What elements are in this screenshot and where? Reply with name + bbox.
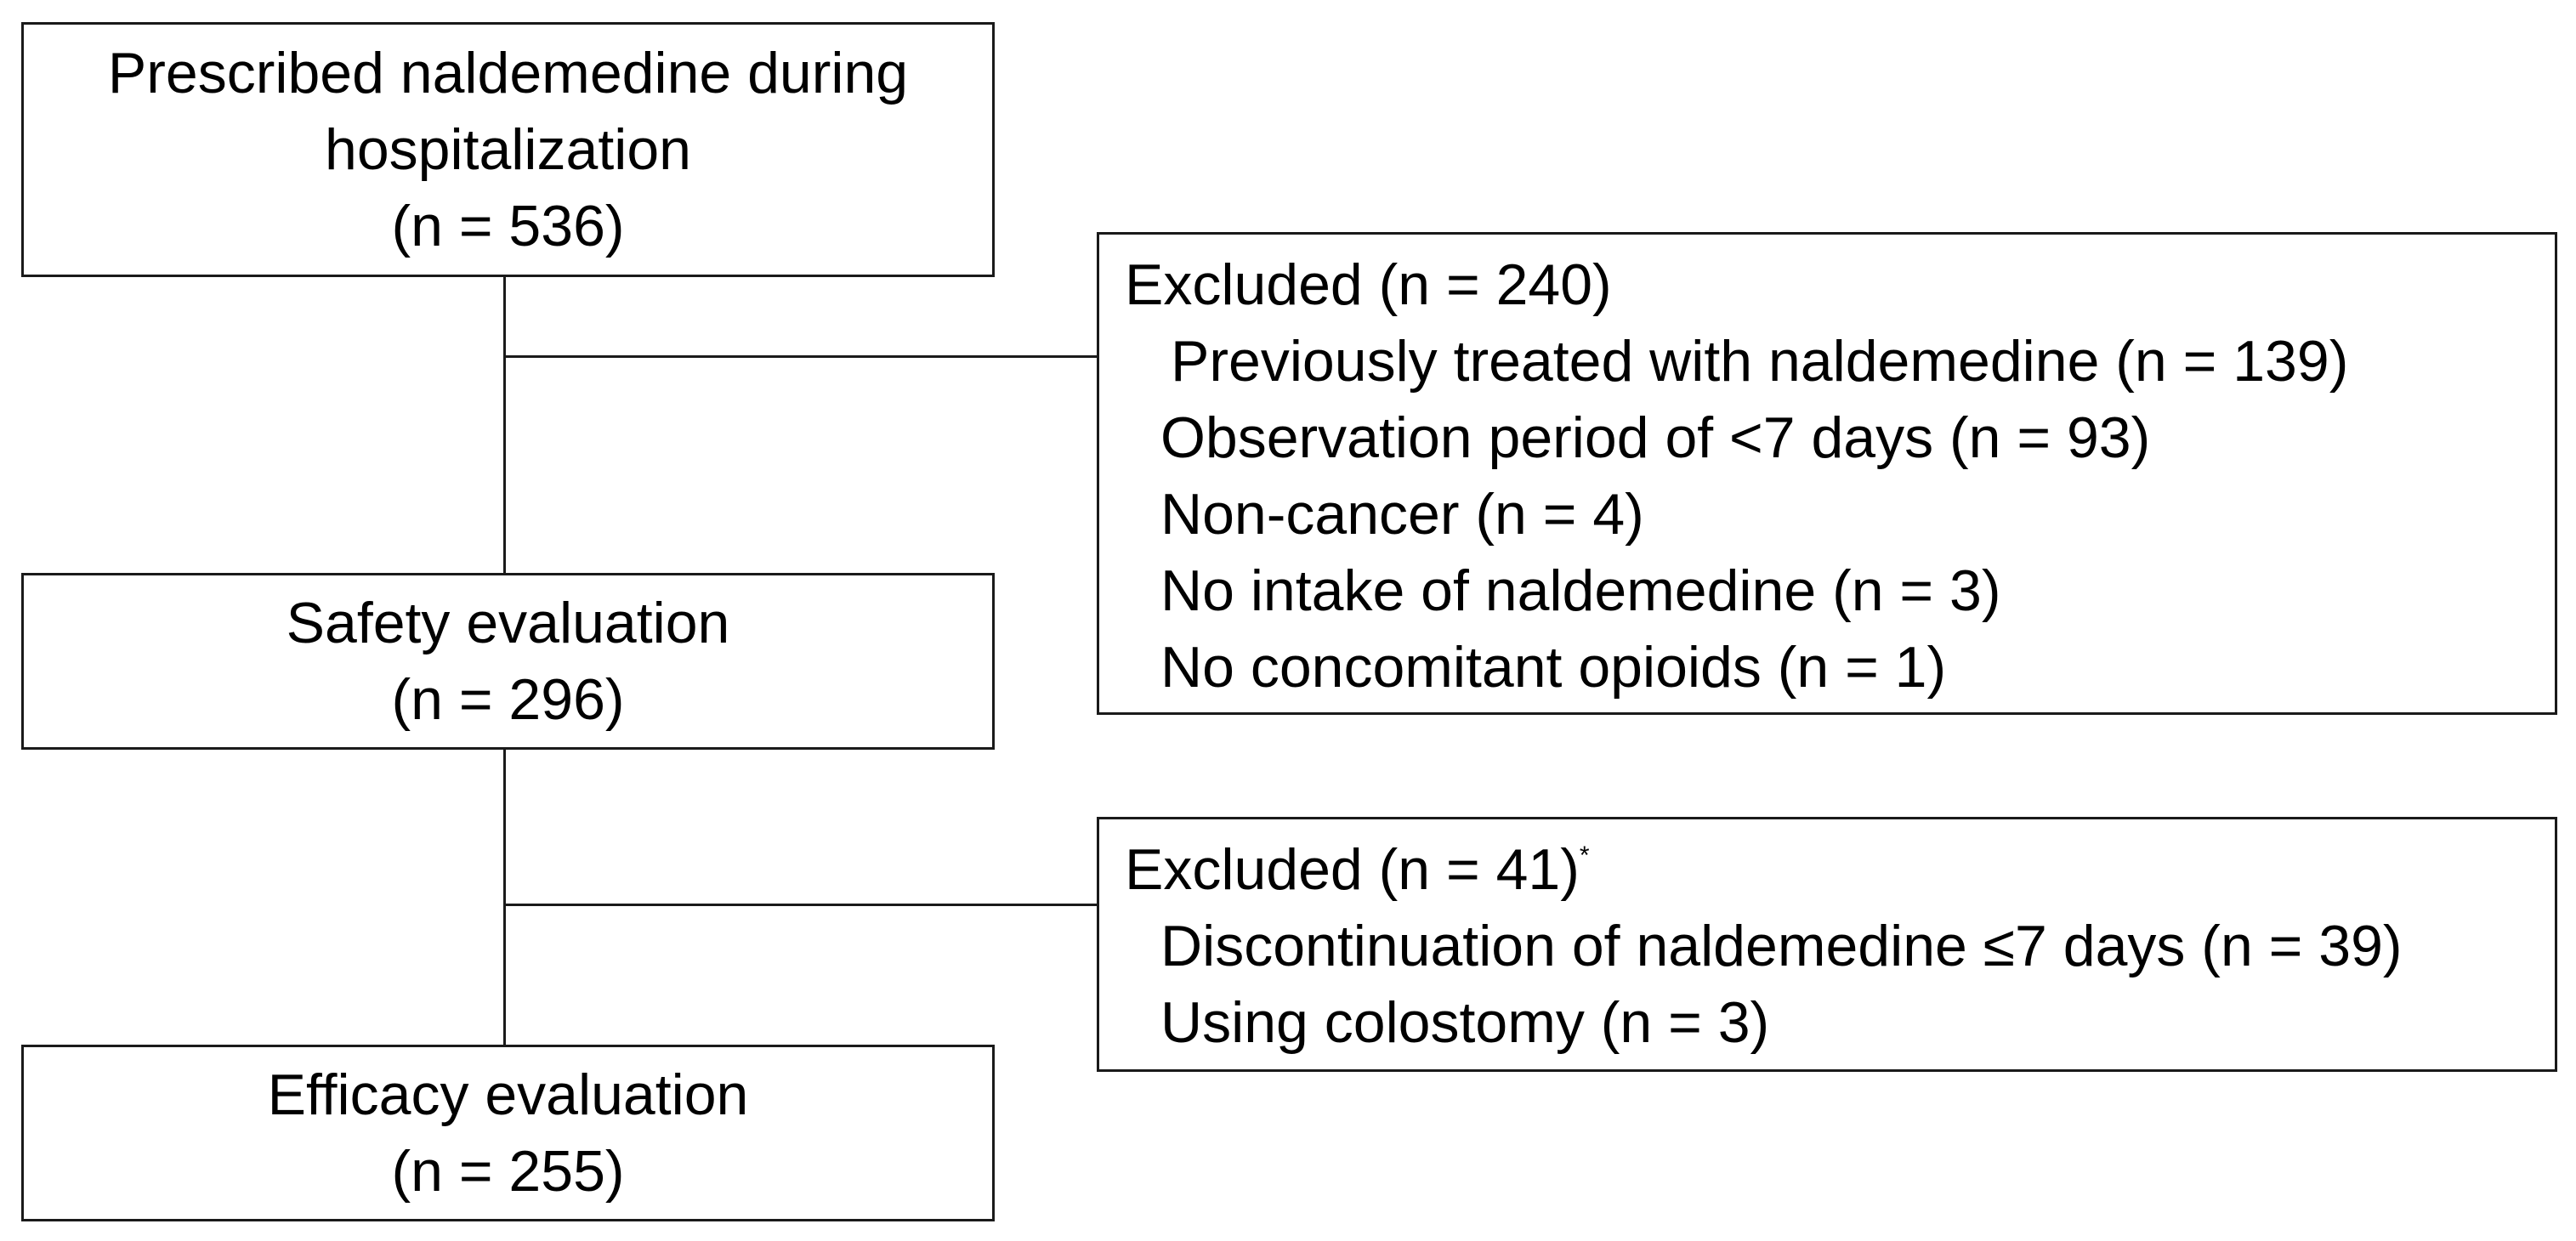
excluded-1-item: Observation period of <7 days (n = 93)	[1160, 405, 2151, 470]
excluded-1-title: Excluded (n = 240)	[1125, 252, 1612, 317]
excluded-1-item: Non-cancer (n = 4)	[1160, 482, 1644, 547]
excluded-2-title-row	[1125, 831, 2555, 908]
excluded-2-footnote-mark: *	[1579, 842, 1590, 870]
connector-to-excluded-1	[503, 355, 1099, 358]
excluded-2-item: Discontinuation of naldemedine ≤7 days (n = 39)	[1160, 914, 2403, 978]
excluded-2-item: Using colostomy (n = 3)	[1160, 990, 1770, 1055]
efficacy-count: (n = 255)	[391, 1139, 625, 1204]
prescribed-line-1: Prescribed naldemedine during	[107, 41, 909, 105]
efficacy-box	[21, 1045, 995, 1221]
safety-title: Safety evaluation	[286, 591, 730, 655]
excluded-box-2	[1097, 817, 2557, 1072]
connector-to-excluded-2	[503, 904, 1099, 906]
prescribed-count: (n = 536)	[391, 194, 625, 258]
efficacy-title: Efficacy evaluation	[267, 1062, 749, 1127]
excluded-2-title: Excluded (n = 41)	[1125, 837, 1580, 902]
safety-count: (n = 296)	[391, 667, 625, 732]
excluded-1-item: No intake of naldemedine (n = 3)	[1160, 558, 2001, 623]
connector-main-upper	[503, 277, 506, 573]
excluded-1-item: No concomitant opioids (n = 1)	[1160, 635, 1947, 700]
connector-main-lower	[503, 750, 506, 1045]
excluded-box-1	[1097, 232, 2557, 715]
excluded-1-item: Previously treated with naldemedine (n = 139)	[1171, 329, 2349, 394]
safety-box	[21, 573, 995, 750]
prescribed-box	[21, 22, 995, 277]
prescribed-line-2: hospitalization	[325, 117, 691, 182]
